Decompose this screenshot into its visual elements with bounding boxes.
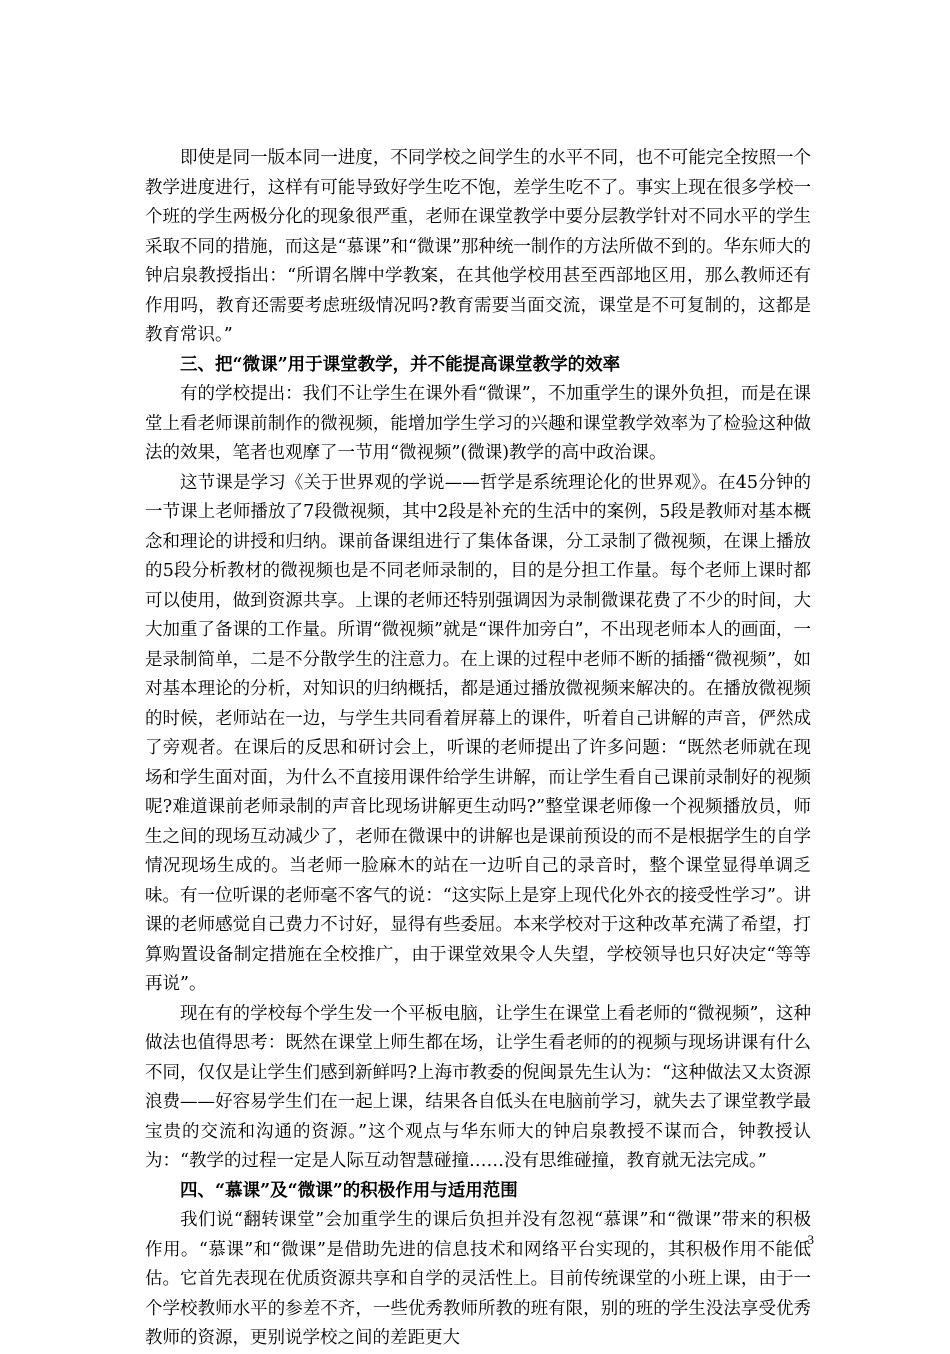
section-heading: 四、“慕课”及“微课”的积极作用与适用范围 [180, 1180, 518, 1201]
section-heading: 三、把“微课”用于课堂教学，并不能提高课堂教学的效率 [180, 354, 621, 375]
document-body [145, 144, 811, 1354]
body-paragraph: 即使是同一版本同一进度，不同学校之间学生的水平不同，也不可能完全按照一个教学进度进行，这样有可能导致好学生吃不饱，差学生吃不了。事实上现在很多学校一个班的学生两极分化的现象很严重，老师在课堂教学中要分层教学针对不同水平的学生采取不同的措施，而这是“慕课”和“微课”那种统一制作的方法所做不到的。华东师大的钟启泉教授指出：“所谓名牌中学教案，在其他学校用甚至西部地区用，那么教师还有作用吗，教育还需要考虑班级情况吗?教育需要当面交流，课堂是不可复制的，这都是教育常识。” [145, 148, 811, 345]
page-number: 3 [807, 1232, 814, 1247]
body-paragraph: 我们说“翻转课堂”会加重学生的课后负担并没有忽视“慕课”和“微课”带来的积极作用。“慕课”和“微课”是借助先进的信息技术和网络平台实现的，其积极作用不能低估。它首先表现在优质资源共享和自学的灵活性上。目前传统课堂的小班上课，由于一个学校教师水平的参差不齐，一些优秀教师所教的班有限，别的班的学生没法享受优秀教师的资源，更别说学校之间的差距更大 [145, 1210, 811, 1348]
body-paragraph: 这节课是学习《关于世界观的学说——哲学是系统理论化的世界观》。在45分钟的一节课上老师播放了7段微视频，其中2段是补充的生活中的案例，5段是教师对基本概念和理论的讲授和归纳。课前备课组进行了集体备课，分工录制了微视频，在课上播放的5段分析教材的微视频也是不同老师录制的，目的是分担工作量。每个老师上课时都可以使用，做到资源共享。上课的老师还特别强调因为录制微课花费了不少的时间，大大加重了备课的工作量。所谓“微视频”就是“课件加旁白”，不出现老师本人的画面，一是录制简单，二是不分散学生的注意力。在上课的过程中老师不断的插播“微视频”，如对基本理论的分析，对知识的归纳概括，都是通过播放微视频来解决的。在播放微视频的时候，老师站在一边，与学生共同看着屏幕上的课件，听着自己讲解的声音，俨然成了旁观者。在课后的反思和研讨会上，听课的老师提出了许多问题：“既然老师就在现场和学生面对面，为什么不直接用课件给学生讲解，而让学生看自己课前录制好的视频呢?难道课前老师录制的声音比现场讲解更生动吗?”整堂课老师像一个视频播放员，师生之间的现场互动减少了，老师在微课中的讲解也是课前预设的而不是根据学生的自学情况现场生成的。当老师一脸麻木的站在一边听自己的录音时，整个课堂显得单调乏味。有一位听课的老师毫不客气的说：“这实际上是穿上现代化外衣的接受性学习”。讲课的老师感觉自己费力不讨好，显得有些委屈。本来学校对于这种改革充满了希望，打算购置设备制定措施在全校推广，由于课堂效果令人失望，学校领导也只好决定“等等再说”。 [145, 472, 811, 994]
body-paragraph: 有的学校提出：我们不让学生在课外看“微课”，不加重学生的课外负担，而是在课堂上看老师课前制作的微视频，能增加学生学习的兴趣和课堂教学效率为了检验这种做法的效果，笔者也观摩了一节用“微视频”(微课)教学的高中政治课。 [145, 384, 811, 463]
body-paragraph: 现在有的学校每个学生发一个平板电脑，让学生在课堂上看老师的“微视频”，这种做法也值得思考：既然在课堂上师生都在场，让学生看老师的的视频与现场讲课有什么不同，仅仅是让学生们感到新鲜吗?上海市教委的倪闽景先生认为：“这种做法又太资源浪费——好容易学生们在一起上课，结果各自低头在电脑前学习，就失去了课堂教学最宝贵的交流和沟通的资源。”这个观点与华东师大的钟启泉教授不谋而合，钟教授认为：“教学的过程一定是人际互动智慧碰撞……没有思维碰撞，教育就无法完成。” [145, 1003, 811, 1171]
